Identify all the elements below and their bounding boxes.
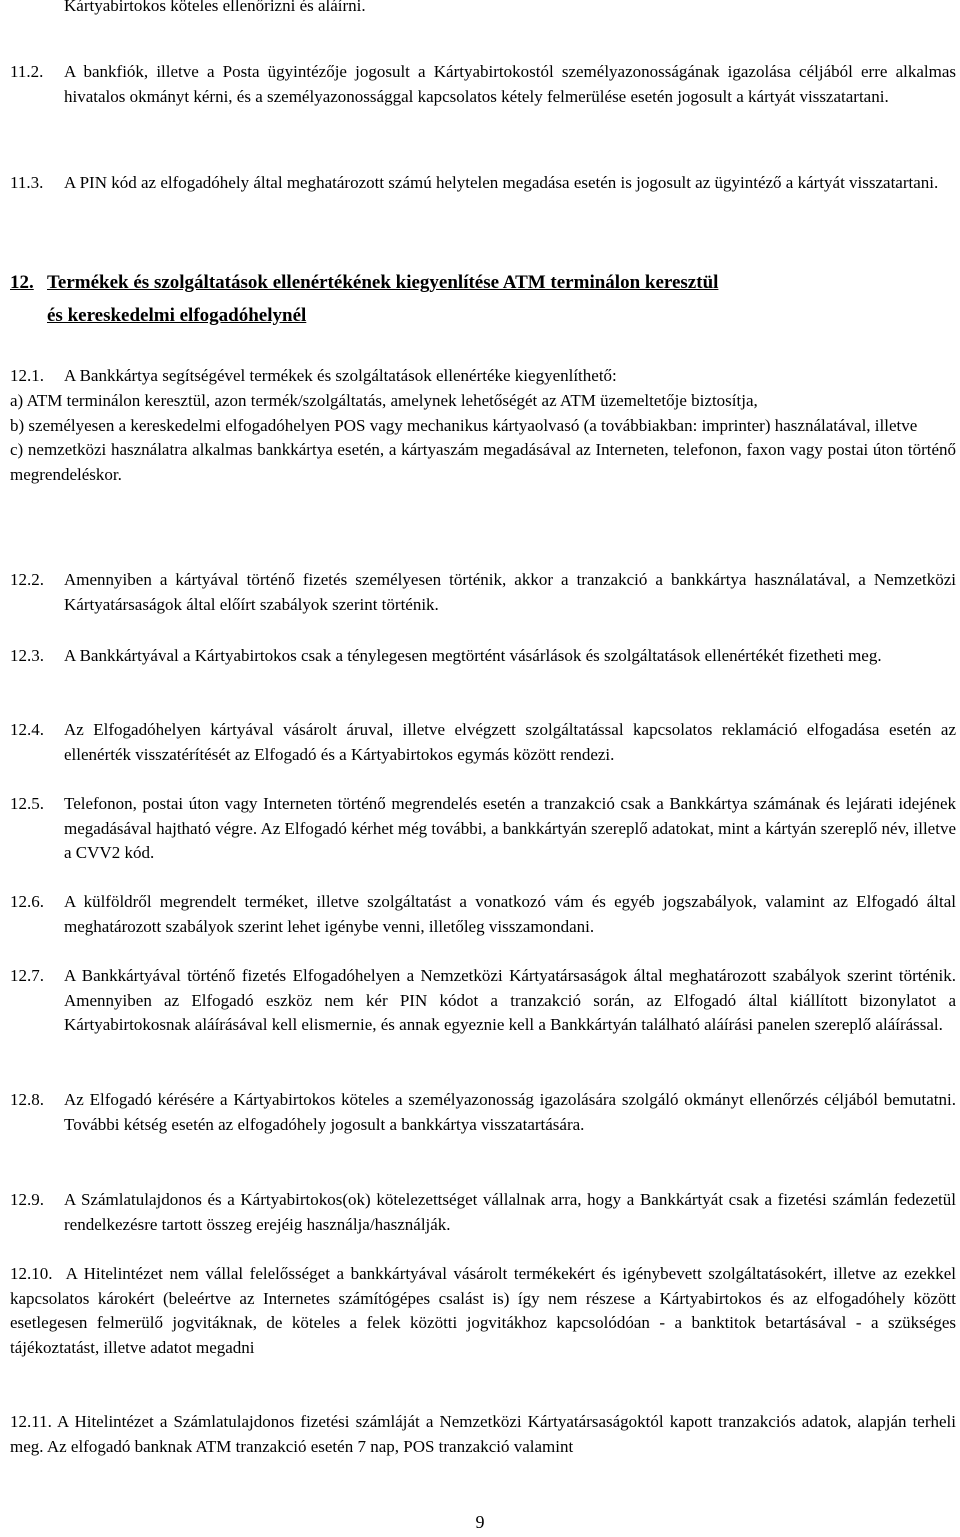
paragraph-number: 12.5. (10, 794, 44, 813)
paragraph-12-11 (10, 1410, 956, 1459)
paragraph-12-3 (10, 644, 956, 669)
paragraph-12-4 (10, 718, 956, 767)
heading-line-1: Termékek és szolgáltatások ellenértékének kiegyenlítése ATM terminálon keresztül (47, 272, 719, 293)
paragraph-text: Telefonon, postai úton vagy Interneten történő megrendelés esetén a tranzakció csak a Bankkártya számának és lejárati idejének megadásával hajtható végre. Az Elfogadó kérhet még további, a bankkártyán szereplő adatokat, mint a kártyán szereplő név, illetve a CVV2 kód. (64, 794, 956, 862)
list-item-a: a) ATM terminálon keresztül, azon termék/szolgáltatás, amelynek lehetőségét az ATM üzemeltetője biztosítja, (10, 391, 758, 410)
paragraph-12-1 (10, 364, 956, 389)
paragraph-number: 11.2. (10, 62, 44, 81)
paragraph-12-6 (10, 890, 956, 939)
page-number: 9 (475, 1512, 485, 1532)
list-item-b: b) személyesen a kereskedelmi elfogadóhelyen POS vagy mechanikus kártyaolvasó (a továbbiakban: imprinter) használatával, illetve (10, 415, 918, 435)
paragraph-number: 12.4. (10, 720, 44, 739)
paragraph-text: A Bankkártyával történő fizetés Elfogadóhelyen a Nemzetközi Kártyatársaságok által meghatározott szabályok szerint történik. Amennyiben az Elfogadó eszköz nem kér PIN kódot a tranzakció során, az Elfogadó által kiállított bizonylatot a Kártyabirtokosnak aláírásával kell elismernie, és annak egyeznie kell a Bankkártyán található aláírási panelen szereplő aláírással. (64, 966, 956, 1034)
paragraph-text: A bankfiók, illetve a Posta ügyintézője jogosult a Kártyabirtokostól személyazonosságának igazolása céljából erre alkalmas hivatalos okmányt kérni, és a személyazonossággal kapcsolatos kétely felmerülése esetén jogosult a kártyát visszatartani. (64, 62, 956, 106)
paragraph-text: Amennyiben a kártyával történő fizetés személyesen történik, akkor a tranzakció a bankkártya használatával, a Nemzetközi Kártyatársaságok által előírt szabályok szerint történik. (64, 570, 956, 614)
paragraph-text: Az Elfogadóhelyen kártyával vásárolt áruval, illetve elvégzett szolgáltatással kapcsolatos reklamáció elfogadása esetén az ellenérték visszatérítését az Elfogadó és a Kártyabirtokos egymás között rendezi. (64, 720, 956, 764)
paragraph-text: A Bankkártyával a Kártyabirtokos csak a ténylegesen megtörtént vásárlások és szolgáltatások ellenértékét fizetheti meg. (64, 646, 882, 665)
paragraph-text: A külföldről megrendelt terméket, illetve szolgáltatást a vonatkozó vám és egyéb jogszabályok, valamint az Elfogadó által meghatározott szabályok szerint lehet igénybe venni, illetőleg visszamondani. (64, 892, 956, 936)
paragraph-number: 11.3. (10, 173, 44, 192)
paragraph-12-1-list (10, 389, 956, 487)
heading-line-2: és kereskedelmi elfogadóhelynél (47, 305, 307, 326)
paragraph-12-8 (10, 1088, 956, 1137)
paragraph-intro: A Bankkártya segítségével termékek és szolgáltatások ellenértéke kiegyenlíthető: (64, 366, 617, 385)
paragraph-text: A Hitelintézet nem vállal felelősséget a bankkártyával vásárolt termékekért és igénybevett szolgáltatásokért, illetve az ezekkel kapcsolatos károkért (beleértve az Internetes számítógépes csalást is) így nem részese a Kártyabirtokos és az elfogadóhely között esetlegesen felmerülő jogvitáknak, de köteles a felek közötti jogvitákhoz kapcsolódóan - a banktitok betartásával - a szükséges tájékoztatást, illetve adatot megadni (10, 1264, 956, 1357)
paragraph-text: Az Elfogadó kérésére a Kártyabirtokos köteles a személyazonosság igazolására szolgáló okmányt ellenőrzés céljából bemutatni. További kétség esetén az elfogadóhely jogosult a bankkártya visszatartására. (64, 1090, 956, 1134)
paragraph-text: A PIN kód az elfogadóhely által meghatározott számú helytelen megadása esetén is jogosult az ügyintéző a kártyát visszatartani. (64, 173, 939, 192)
paragraph-text: A Hitelintézet a Számlatulajdonos fizetési számláját a Nemzetközi Kártyatársaságoktól kapott tranzakciós adatok, alapján terheli meg. Az elfogadó banknak ATM tranzakció esetén 7 nap, POS tranzakció valamint (10, 1412, 957, 1456)
paragraph-number: 12.6. (10, 892, 44, 911)
paragraph-12-7 (10, 964, 956, 1038)
paragraph-number: 12.11. (10, 1412, 52, 1431)
top-line-text: Kártyabirtokos köteles ellenőrizni és aláírni. (64, 0, 366, 15)
paragraph-number: 12.2. (10, 570, 44, 589)
heading-number: 12. (10, 272, 34, 293)
paragraph-12-2 (10, 568, 956, 617)
paragraph-12-9 (10, 1188, 956, 1237)
paragraph-text: A Számlatulajdonos és a Kártyabirtokos(ok) kötelezettséget vállalnak arra, hogy a Bankkártyát csak a fizetési számlán fedezetül rendelkezésre tartott összeg erejéig használja/használják. (64, 1190, 956, 1234)
paragraph-number: 12.9. (10, 1190, 44, 1209)
section-heading-12 (10, 266, 956, 332)
paragraph-11-3 (10, 171, 956, 196)
paragraph-12-5 (10, 792, 956, 866)
paragraph-number: 12.7. (10, 966, 44, 985)
paragraph-12-10 (10, 1262, 956, 1360)
paragraph-number: 12.8. (10, 1090, 44, 1109)
paragraph-number: 12.3. (10, 646, 44, 665)
paragraph-11-2 (10, 60, 956, 109)
list-item-c: c) nemzetközi használatra alkalmas bankkártya esetén, a kártyaszám megadásával az Interneten, telefonon, faxon vagy postai úton történő megrendeléskor. (10, 440, 956, 484)
paragraph-number: 12.1. (10, 366, 44, 385)
paragraph-number: 12.10. (10, 1264, 53, 1283)
